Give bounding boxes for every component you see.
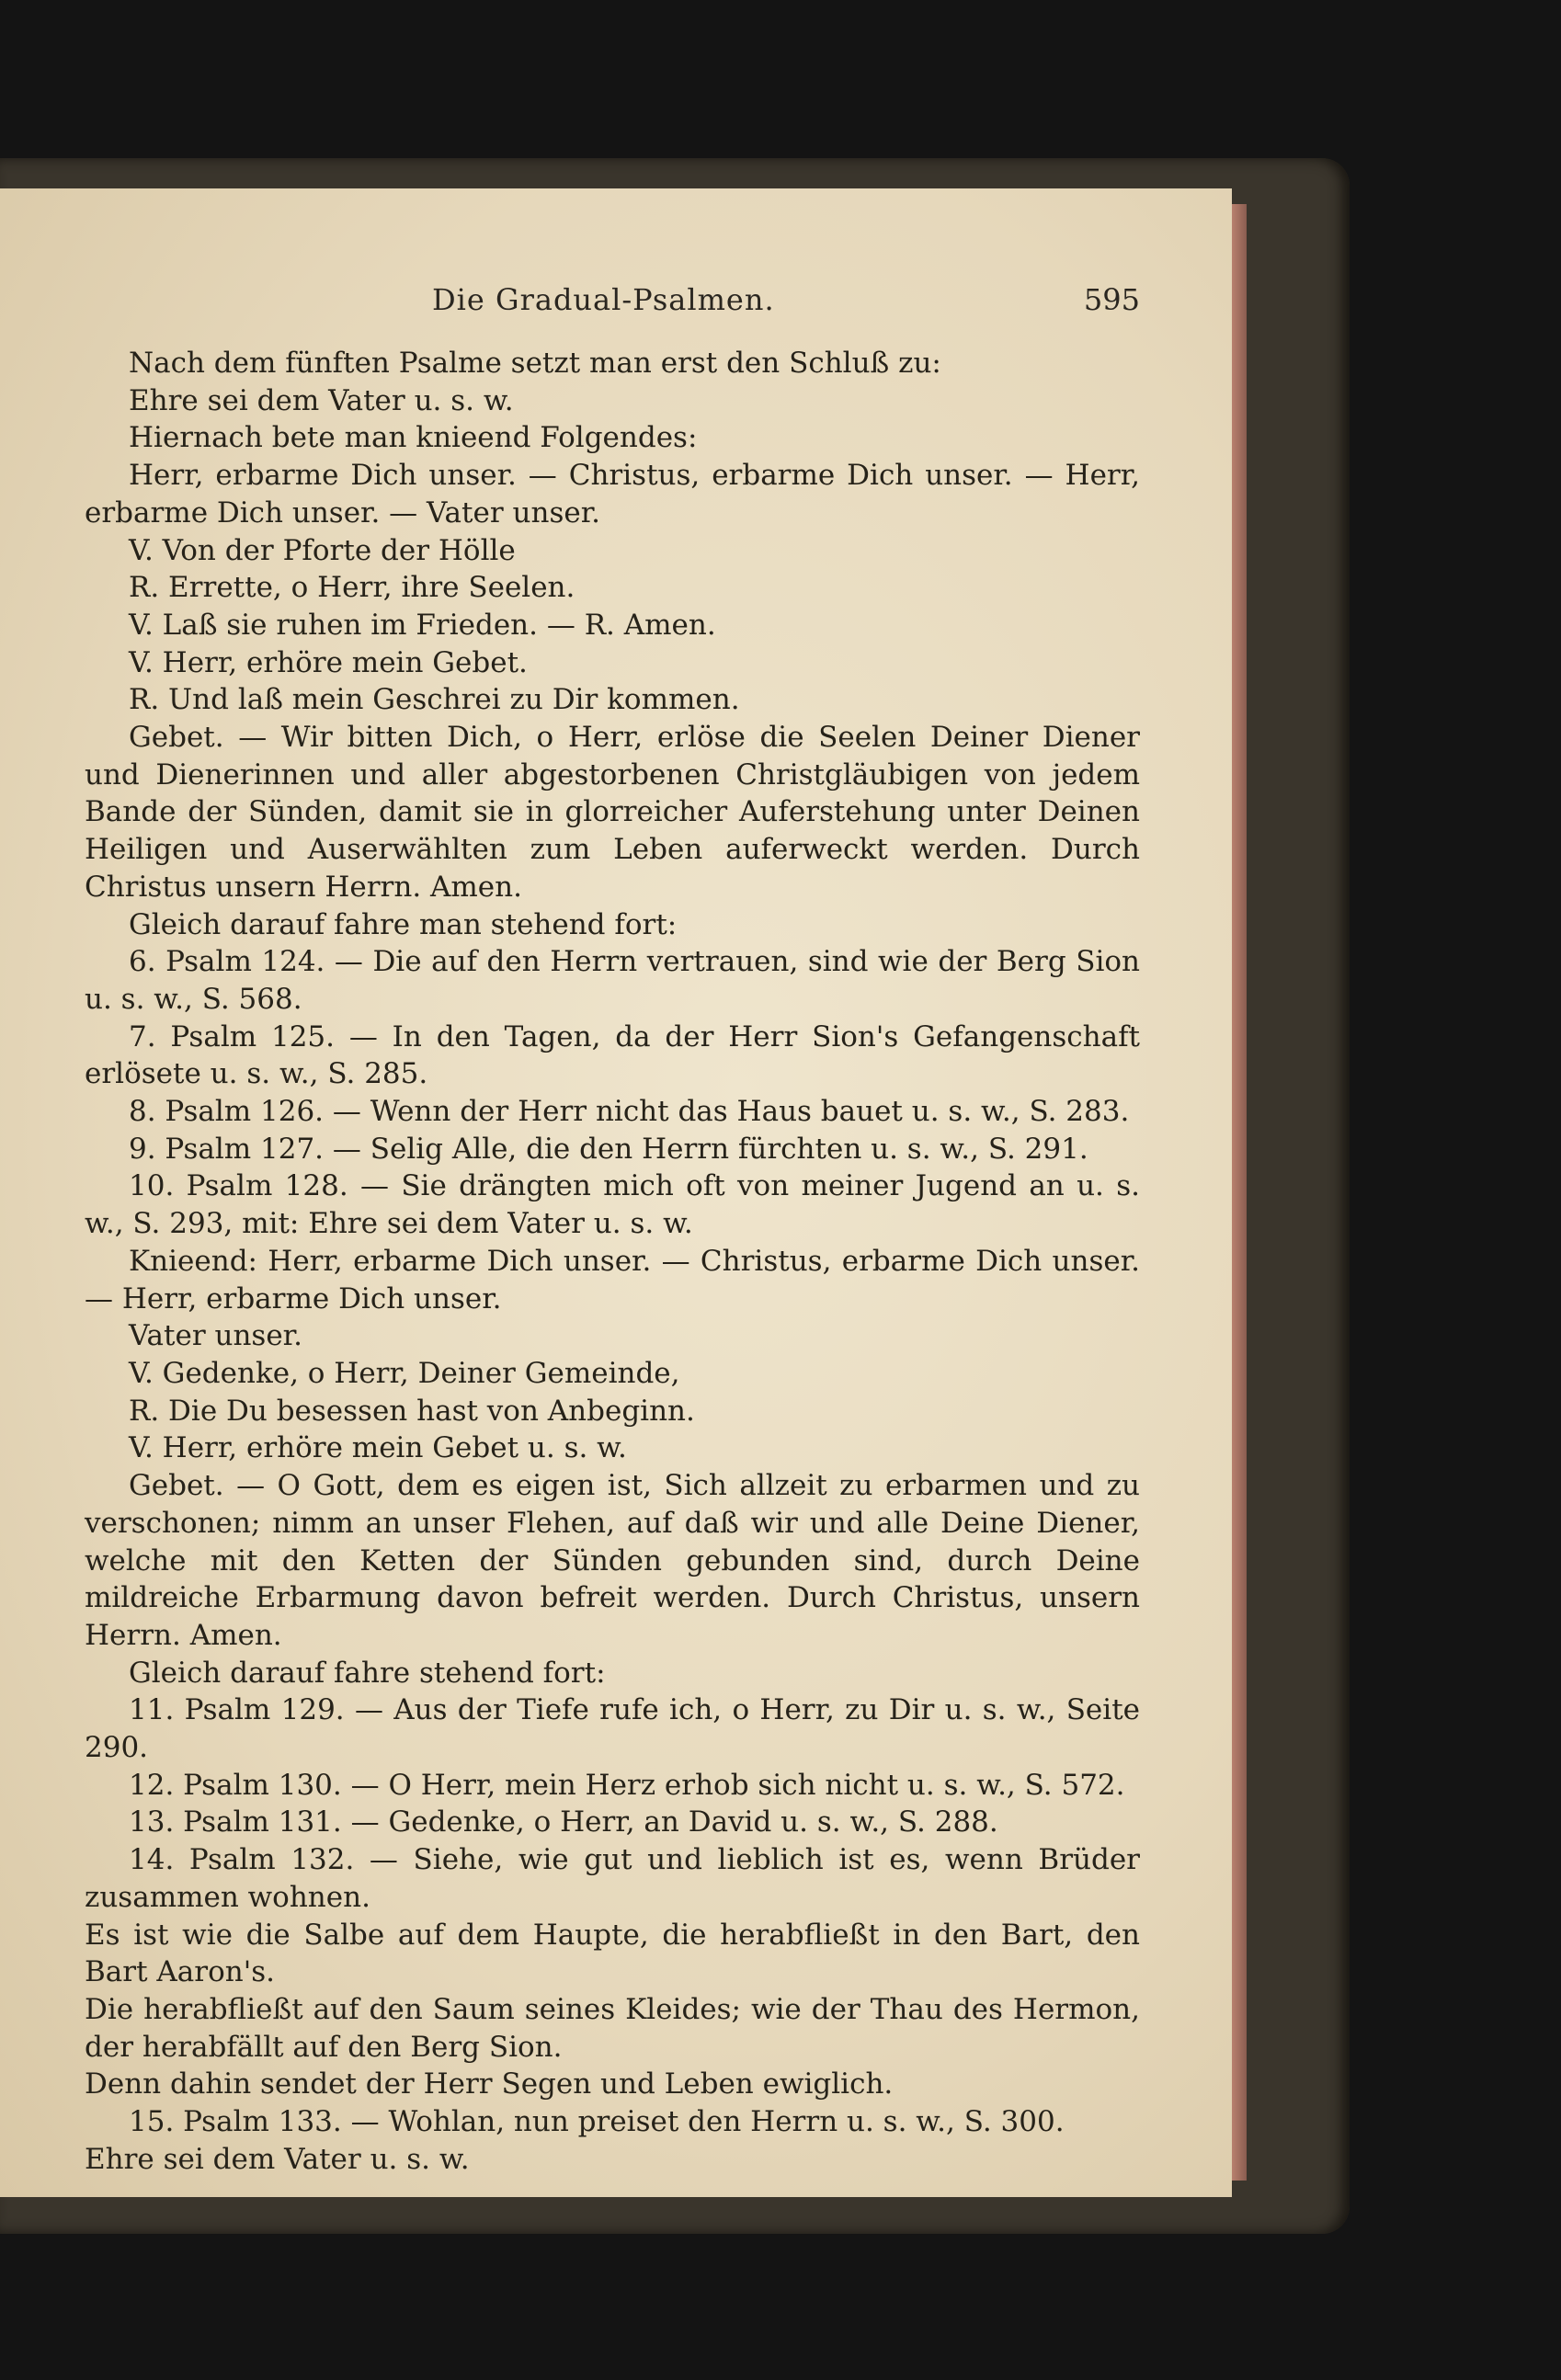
versicle: V. Gedenke, o Herr, Deiner Gemeinde, xyxy=(129,1356,680,1390)
psalm-entry: 12. Psalm 130. — O Herr, mein Herz erhob sich nicht u. s. w., S. 572. xyxy=(129,1768,1125,1802)
page-text xyxy=(85,345,1140,2178)
response: R. Die Du besessen hast von Anbeginn. xyxy=(129,1394,695,1428)
psalm-verse: Die herabfließt auf den Saum seines Kleides; wie der Thau des Hermon, der herabfällt auf den Berg Sion. xyxy=(85,1992,1140,2064)
text-line: Gleich darauf fahre man stehend fort: xyxy=(129,907,678,941)
psalm-entry: 15. Psalm 133. — Wohlan, nun preiset den Herrn u. s. w., S. 300. xyxy=(129,2105,1065,2139)
psalm-entry: 10. Psalm 128. — Sie drängten mich oft von meiner Jugend an u. s. w., S. 293, mit: Ehre sei dem Vater u. s. w. xyxy=(85,1169,1140,1241)
text-line: Hiernach bete man knieend Folgendes: xyxy=(129,421,698,455)
prayer-paragraph: Gebet. — O Gott, dem es eigen ist, Sich allzeit zu erbarmen und zu verschonen; nimm an unser Flehen, auf daß wir und alle Deine Diener, welche mit den Ketten der Sünden gebunden sind, durch Deine mildreiche Erbarmung davon befreit werden. Durch Christus, unsern Herrn. Amen. xyxy=(85,1469,1140,1652)
psalm-verse: Es ist wie die Salbe auf dem Haupte, die herabfließt in den Bart, den Bart Aaron's. xyxy=(85,1918,1140,1989)
psalm-entry: 6. Psalm 124. — Die auf den Herrn vertrauen, sind wie der Berg Sion u. s. w., S. 568. xyxy=(85,945,1140,1016)
text-line: Vater unser. xyxy=(129,1319,302,1353)
versicle: V. Von der Pforte der Hölle xyxy=(129,533,516,567)
text-line: Nach dem fünften Psalme setzt man erst den Schluß zu: xyxy=(129,347,941,380)
psalm-entry: 9. Psalm 127. — Selig Alle, die den Herrn fürchten u. s. w., S. 291. xyxy=(129,1132,1088,1166)
text-line: Ehre sei dem Vater u. s. w. xyxy=(129,383,514,417)
psalm-entry: 11. Psalm 129. — Aus der Tiefe rufe ich, o Herr, zu Dir u. s. w., Seite 290. xyxy=(85,1693,1140,1765)
page-number: 595 xyxy=(1083,282,1140,317)
versicle: V. Herr, erhöre mein Gebet. xyxy=(129,645,528,679)
text-line: Gleich darauf fahre stehend fort: xyxy=(129,1656,606,1690)
text-line: Ehre sei dem Vater u. s. w. xyxy=(85,2142,470,2176)
psalm-entry: 13. Psalm 131. — Gedenke, o Herr, an David u. s. w., S. 288. xyxy=(129,1805,998,1839)
psalm-entry: 7. Psalm 125. — In den Tagen, da der Herr Sion's Gefangenschaft erlösete u. s. w., S. 285. xyxy=(85,1019,1140,1091)
psalm-entry: 8. Psalm 126. — Wenn der Herr nicht das Haus bauet u. s. w., S. 283. xyxy=(129,1095,1130,1129)
running-title: Die Gradual-Psalmen. xyxy=(432,282,775,317)
prayer-paragraph: Gebet. — Wir bitten Dich, o Herr, erlöse die Seelen Deiner Diener und Dienerinnen und aller abgestorbenen Christgläubigen von jedem Bande der Sünden, damit sie in glorreicher Auferstehung unter Deinen Heiligen und Auserwählten zum Leben auferweckt werden. Durch Christus unsern Herrn. Amen. xyxy=(85,721,1140,904)
text-line: Herr, erbarme Dich unser. — Christus, erbarme Dich unser. — Herr, erbarme Dich unser. — Vater unser. xyxy=(85,459,1140,530)
text-line: Knieend: Herr, erbarme Dich unser. — Christus, erbarme Dich unser. — Herr, erbarme Dich unser. xyxy=(85,1244,1140,1315)
response: R. Errette, o Herr, ihre Seelen. xyxy=(129,571,575,605)
versicle: V. Laß sie ruhen im Frieden. — R. Amen. xyxy=(129,608,716,642)
psalm-verse: Denn dahin sendet der Herr Segen und Leben ewiglich. xyxy=(85,2067,894,2101)
response: R. Und laß mein Geschrei zu Dir kommen. xyxy=(129,683,740,717)
running-header xyxy=(432,282,1140,326)
psalm-entry: 14. Psalm 132. — Siehe, wie gut und lieblich ist es, wenn Brüder zusammen wohnen. xyxy=(85,1843,1140,1914)
versicle: V. Herr, erhöre mein Gebet u. s. w. xyxy=(129,1431,627,1465)
